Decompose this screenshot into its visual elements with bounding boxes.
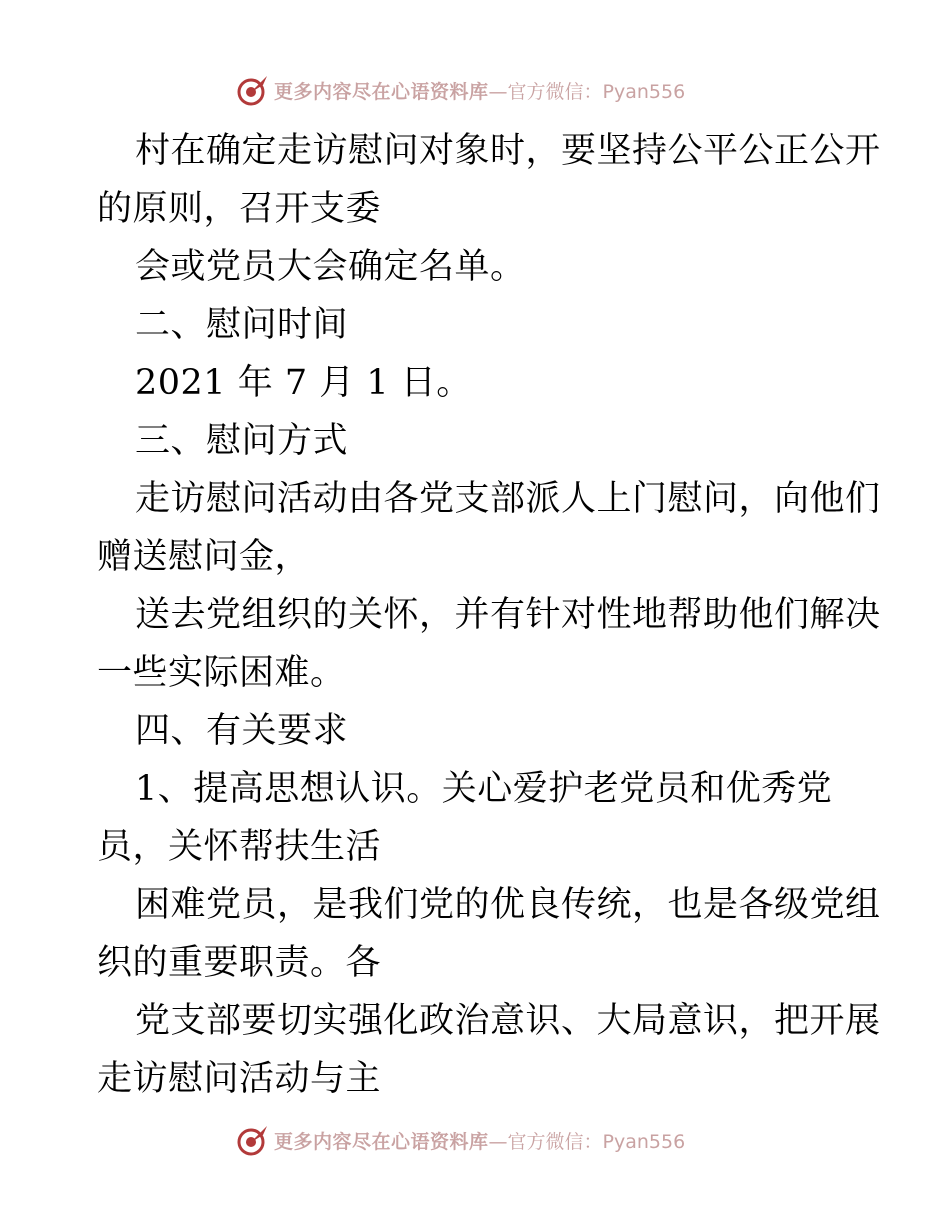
body-line: 员，关怀帮扶生活 (97, 827, 382, 867)
quill-pen-logo-icon (236, 1123, 270, 1157)
header-banner (236, 72, 685, 108)
body-line: 走访慰问活动与主 (97, 1059, 382, 1099)
header-banner-text: 更多内容尽在心语资料库 (274, 80, 489, 103)
footer-banner-text: 更多内容尽在心语资料库 (274, 1130, 489, 1153)
quill-pen-logo-icon (236, 73, 270, 107)
body-line: 党支部要切实强化政治意识、大局意识，把开展 (135, 1001, 881, 1041)
body-line: 送去党组织的关怀，并有针对性地帮助他们解决 (135, 595, 881, 635)
body-line: 会或党员大会确定名单。 (135, 247, 526, 287)
body-line: 织的重要职责。各 (97, 943, 382, 983)
footer-banner-wechat: —官方微信：Pyan556 (488, 1130, 686, 1153)
section-heading: 四、有关要求 (135, 711, 349, 751)
body-line: 村在确定走访慰问对象时，要坚持公平公正公开 (135, 131, 881, 171)
section-heading: 二、慰问时间 (135, 305, 349, 345)
body-line: 2021 年 7 月 1 日。 (135, 363, 472, 403)
header-banner-wechat: —官方微信：Pyan556 (488, 80, 686, 103)
body-line: 困难党员，是我们党的优良传统，也是各级党组 (135, 885, 881, 925)
body-line: 1、提高思想认识。关心爱护老党员和优秀党 (135, 769, 833, 809)
body-line: 走访慰问活动由各党支部派人上门慰问，向他们 (135, 479, 881, 519)
footer-banner (236, 1122, 685, 1158)
body-line: 的原则，召开支委 (97, 189, 382, 229)
body-line: 赠送慰问金， (97, 537, 311, 577)
document-body (97, 122, 881, 1108)
section-heading: 三、慰问方式 (135, 421, 349, 461)
body-line: 一些实际困难。 (97, 653, 346, 693)
